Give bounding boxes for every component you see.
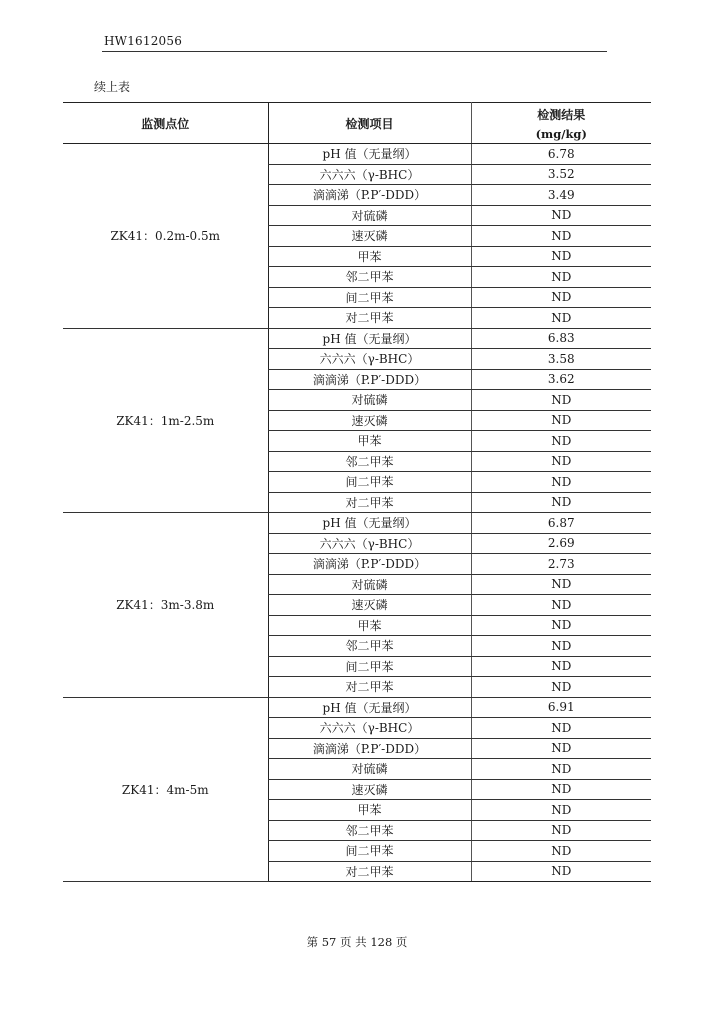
table-row [63, 328, 651, 349]
result-cell: ND [471, 205, 651, 226]
item-cell: 对硫磷 [268, 759, 471, 780]
result-cell: 6.87 [471, 513, 651, 534]
item-cell: 速灭磷 [268, 410, 471, 431]
result-cell: ND [471, 287, 651, 308]
table-row [63, 697, 651, 718]
result-cell: 3.62 [471, 369, 651, 390]
table-row [63, 144, 651, 165]
item-cell: 间二甲苯 [268, 472, 471, 493]
item-cell: 对二甲苯 [268, 677, 471, 698]
header-rule [102, 51, 607, 52]
result-cell: ND [471, 226, 651, 247]
result-cell: ND [471, 246, 651, 267]
header-row [63, 103, 651, 144]
item-cell: 邻二甲苯 [268, 267, 471, 288]
table-header [63, 103, 651, 144]
item-cell: 滴滴涕（P.P′-DDD） [268, 554, 471, 575]
item-cell: 邻二甲苯 [268, 636, 471, 657]
result-cell: ND [471, 472, 651, 493]
header-result [471, 103, 651, 144]
continued-label: 续上表 [94, 80, 131, 94]
result-cell: ND [471, 718, 651, 739]
result-cell: 2.69 [471, 533, 651, 554]
item-cell: 对二甲苯 [268, 308, 471, 329]
item-cell: 滴滴涕（P.P′-DDD） [268, 369, 471, 390]
item-cell: 滴滴涕（P.P′-DDD） [268, 185, 471, 206]
item-cell: 间二甲苯 [268, 841, 471, 862]
item-cell: 六六六（γ-BHC） [268, 718, 471, 739]
header-result-label: 检测结果 [537, 107, 586, 122]
item-cell: 间二甲苯 [268, 287, 471, 308]
header-item: 检测项目 [268, 103, 471, 144]
results-table [63, 102, 651, 882]
item-cell: 六六六（γ-BHC） [268, 349, 471, 370]
result-cell: ND [471, 800, 651, 821]
item-cell: 对硫磷 [268, 574, 471, 595]
item-cell: 对硫磷 [268, 205, 471, 226]
result-cell: ND [471, 267, 651, 288]
result-cell: 6.78 [471, 144, 651, 165]
result-cell: ND [471, 492, 651, 513]
location-cell: ZK41：0.2m-0.5m [63, 144, 268, 329]
location-cell: ZK41：3m-3.8m [63, 513, 268, 698]
result-cell: ND [471, 595, 651, 616]
item-cell: 间二甲苯 [268, 656, 471, 677]
location-cell: ZK41：1m-2.5m [63, 328, 268, 513]
result-cell: 3.52 [471, 164, 651, 185]
result-cell: ND [471, 841, 651, 862]
item-cell: 对二甲苯 [268, 861, 471, 882]
result-cell: ND [471, 677, 651, 698]
item-cell: pH 值（无量纲） [268, 328, 471, 349]
result-cell: 3.58 [471, 349, 651, 370]
item-cell: 对二甲苯 [268, 492, 471, 513]
item-cell: 对硫磷 [268, 390, 471, 411]
header-location: 监测点位 [63, 103, 268, 144]
result-cell: 6.91 [471, 697, 651, 718]
result-cell: ND [471, 615, 651, 636]
result-cell: ND [471, 308, 651, 329]
item-cell: pH 值（无量纲） [268, 697, 471, 718]
document-code: HW1612056 [104, 34, 183, 48]
result-cell: ND [471, 820, 651, 841]
table-row [63, 513, 651, 534]
table-body [63, 144, 651, 882]
item-cell: 甲苯 [268, 431, 471, 452]
result-cell: ND [471, 636, 651, 657]
result-cell: ND [471, 779, 651, 800]
result-cell: 2.73 [471, 554, 651, 575]
page-number: 第 57 页 共 128 页 [306, 935, 408, 949]
item-cell: 六六六（γ-BHC） [268, 533, 471, 554]
result-cell: 6.83 [471, 328, 651, 349]
result-cell: ND [471, 738, 651, 759]
item-cell: 邻二甲苯 [268, 820, 471, 841]
item-cell: 速灭磷 [268, 779, 471, 800]
result-cell: 3.49 [471, 185, 651, 206]
result-cell: ND [471, 431, 651, 452]
item-cell: 速灭磷 [268, 595, 471, 616]
item-cell: pH 值（无量纲） [268, 513, 471, 534]
result-cell: ND [471, 410, 651, 431]
item-cell: 甲苯 [268, 800, 471, 821]
item-cell: 甲苯 [268, 246, 471, 267]
item-cell: 滴滴涕（P.P′-DDD） [268, 738, 471, 759]
result-cell: ND [471, 390, 651, 411]
result-cell: ND [471, 574, 651, 595]
header-result-unit: (mg/kg) [535, 126, 587, 141]
item-cell: 甲苯 [268, 615, 471, 636]
item-cell: 六六六（γ-BHC） [268, 164, 471, 185]
result-cell: ND [471, 656, 651, 677]
item-cell: 邻二甲苯 [268, 451, 471, 472]
item-cell: 速灭磷 [268, 226, 471, 247]
location-cell: ZK41：4m-5m [63, 697, 268, 882]
result-cell: ND [471, 861, 651, 882]
result-cell: ND [471, 759, 651, 780]
result-cell: ND [471, 451, 651, 472]
item-cell: pH 值（无量纲） [268, 144, 471, 165]
